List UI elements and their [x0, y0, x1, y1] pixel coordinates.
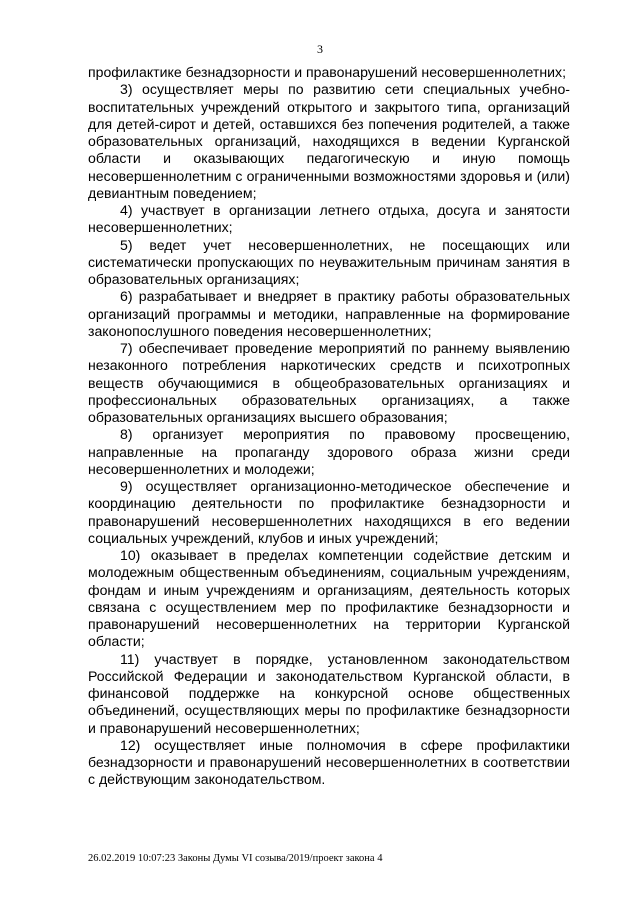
- paragraph-continuation: профилактике безнадзорности и правонарушений несовершеннолетних;: [88, 64, 566, 80]
- paragraph-item-10: 10) оказывает в пределах компетенции содействие детским и молодежным общественным объединениям, социальным учреждениям, фондам и иным учреждениям и организациям, деятельность которых связана с осуществлением мер по профилактике безнадзорности и правонарушений несовершеннолетних на территории Курганской области;: [88, 547, 570, 650]
- paragraph-item-12: 12) осуществляет иные полномочия в сфере профилактики безнадзорности и правонарушений несовершеннолетних в соответствии с действующим законодательством.: [88, 736, 570, 788]
- paragraph-item-9: 9) осуществляет организационно-методическое обеспечение и координацию деятельности по профилактике безнадзорности и правонарушений несовершеннолетних находящихся в его ведении социальных учреждений, клубов и иных учреждений;: [88, 478, 570, 546]
- paragraph-item-5: 5) ведет учет несовершеннолетних, не посещающих или систематически пропускающих по неуважительным причинам занятия в образовательных организациях;: [88, 236, 570, 287]
- document-body: [88, 64, 570, 789]
- page-number: 3: [317, 42, 323, 56]
- paragraph-item-8: 8) организует мероприятия по правовому просвещению, направленные на пропаганду здорового образа жизни среди несовершеннолетних и молодежи;: [88, 426, 570, 477]
- paragraph-item-3: 3) осуществляет меры по развитию сети специальных учебно-воспитательных учреждений открытого и закрытого типа, организаций для детей-сирот и детей, оставшихся без попечения родителей, а также образовательных организаций, находящихся в ведении Курганской области и оказывающих педагогическую и иную помощь несовершеннолетним с ограниченными возможностями здоровья и (или) девиантным поведением;: [88, 81, 570, 201]
- paragraph-item-6: 6) разрабатывает и внедряет в практику работы образовательных организаций программы и методики, направленные на формирование законопослушного поведения несовершеннолетних;: [88, 288, 570, 339]
- document-footer: 26.02.2019 10:07:23 Законы Думы VI созыва/2019/проект закона 4: [88, 853, 383, 864]
- paragraph-item-11: 11) участвует в порядке, установленном законодательством Российской Федерации и законодательством Курганской области, в финансовой поддержке на конкурсной основе общественных объединений, осуществляющих меры по профилактике безнадзорности и правонарушений несовершеннолетних;: [88, 650, 570, 736]
- paragraph-item-7: 7) обеспечивает проведение мероприятий по раннему выявлению незаконного потребления наркотических средств и психотропных веществ обучающимися в общеобразовательных организациях и профессиональных образовательных организациях, а также образовательных организациях высшего образования;: [88, 340, 570, 425]
- paragraph-item-4: 4) участвует в организации летнего отдыха, досуга и занятости несовершеннолетних;: [88, 202, 570, 236]
